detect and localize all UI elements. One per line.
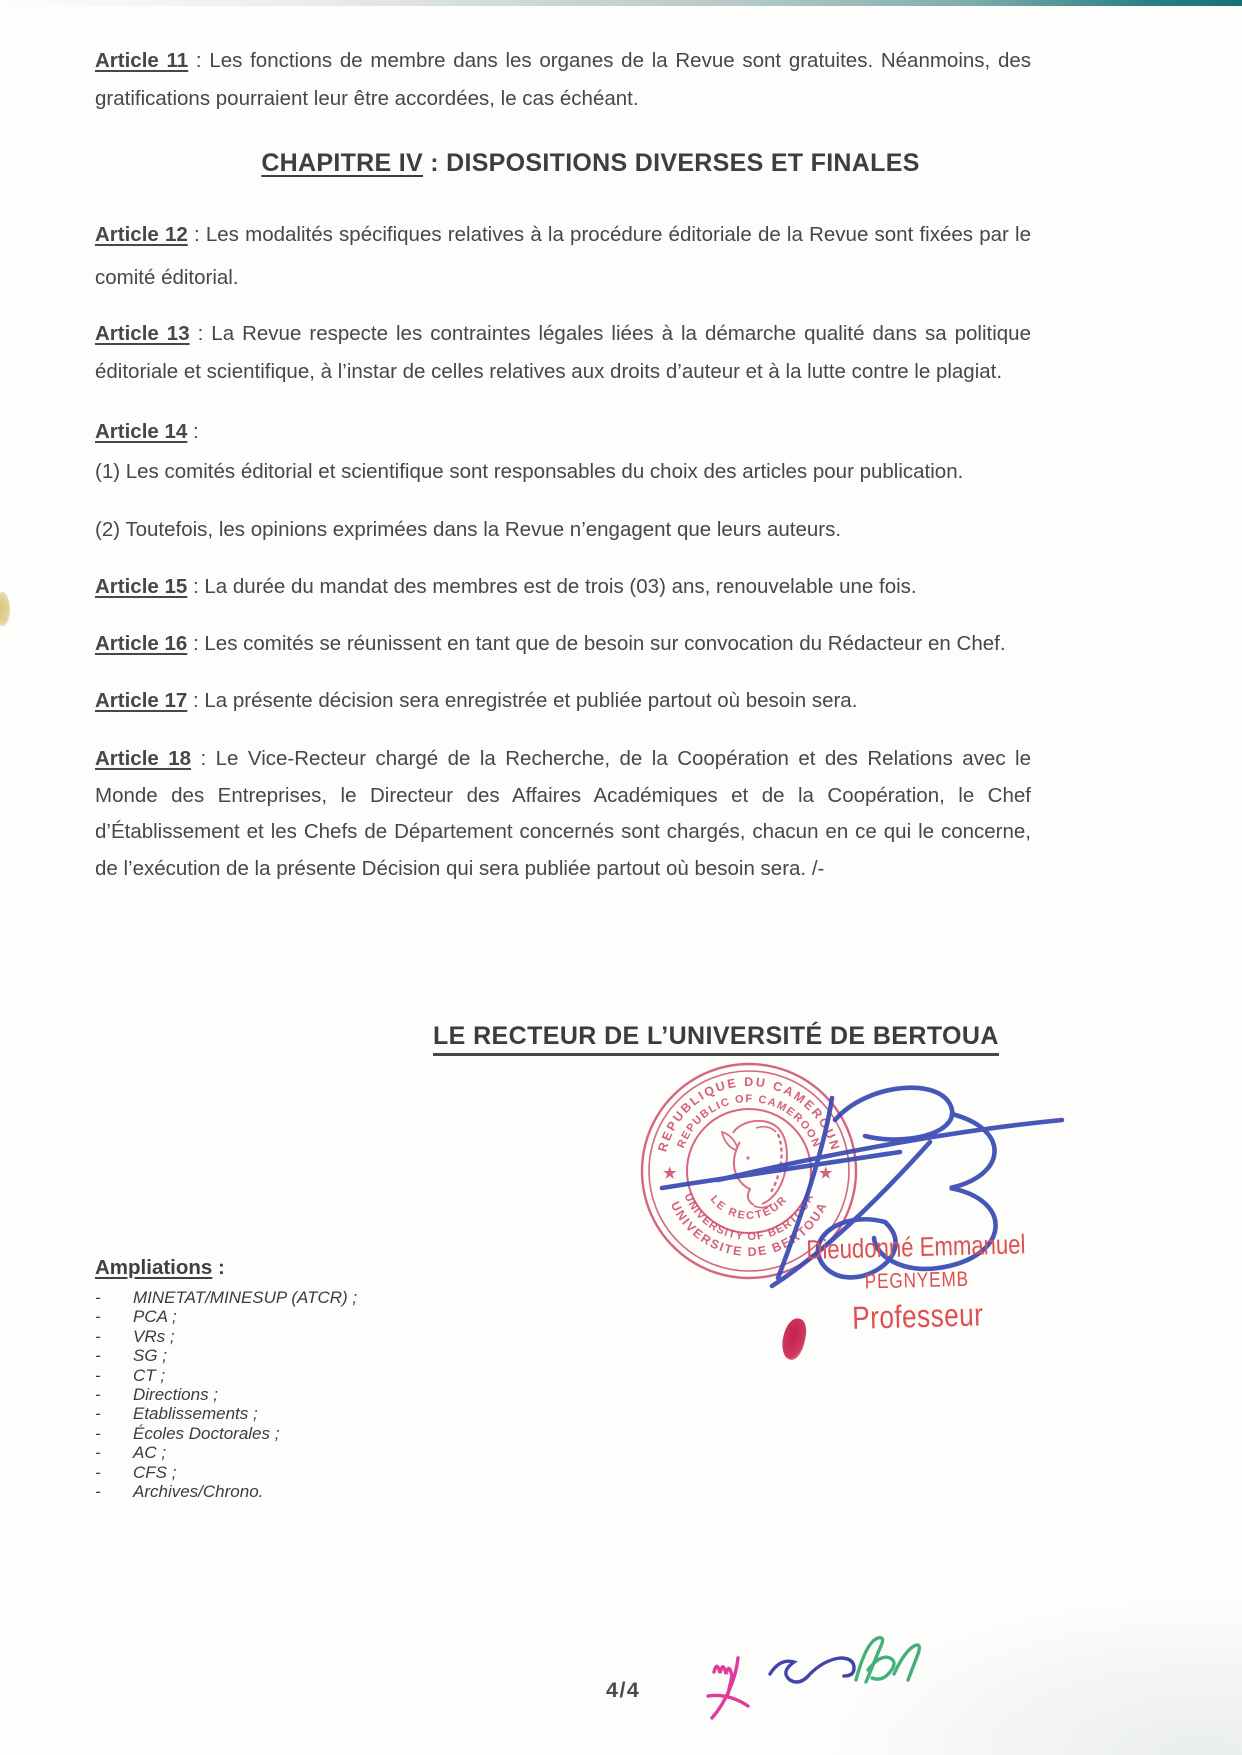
ampliation-item-cfs: CFS ; <box>133 1462 177 1482</box>
seal-text-university: UNIVERSITY OF BERTOUA <box>681 1191 817 1244</box>
dash-marker: - <box>95 1385 101 1405</box>
signer-title: Professeur <box>851 1296 984 1336</box>
article-14-paragraph-1: (1) Les comités éditorial et scientifique sont responsables du choix des articles pour publication. <box>95 460 964 483</box>
dash-marker: - <box>95 1365 101 1385</box>
list-item <box>95 1366 357 1385</box>
ampliation-item-etablissements: Etablissements ; <box>133 1404 258 1424</box>
article-17-text: : La présente décision sera enregistrée et publiée partout où besoin sera. <box>187 689 858 712</box>
ampliations-section <box>95 1256 357 1501</box>
ampliation-item-vrs: VRs ; <box>133 1326 175 1346</box>
article-14-label: Article 14 <box>95 420 188 443</box>
list-item <box>95 1404 357 1423</box>
signer-name-line1: Dieudonné Emmanuel <box>806 1229 1026 1265</box>
handwritten-initial-pink <box>698 1646 760 1726</box>
ampliation-item-archives: Archives/Chrono. <box>133 1482 264 1502</box>
list-item <box>95 1327 357 1346</box>
signer-name-line2: PEGNYEMB <box>864 1267 970 1294</box>
article-16 <box>95 625 1031 663</box>
chapter-heading-underlined: CHAPITRE IV <box>261 149 423 177</box>
chapter-heading <box>95 148 1031 179</box>
ampliations-heading <box>95 1256 357 1280</box>
article-11-label: Article 11 <box>95 49 189 72</box>
ampliation-item-directions: Directions ; <box>133 1385 219 1405</box>
dash-marker: - <box>95 1346 101 1366</box>
list-item <box>95 1288 357 1307</box>
article-18-text: : Le Vice-Recteur chargé de la Recherche, de la Coopération et des Relations avec le Monde des Entreprises, le Directeur des Affaires Académiques et de la Coopération, le Chef d’Établissement et les Chefs de Département concernés sont chargés, chacun en ce qui le concerne, de l’exécution de la présente Décision qui sera publiée partout où besoin sera. /- <box>95 747 1031 880</box>
article-17-label: Article 17 <box>95 689 188 712</box>
list-item <box>95 1463 357 1482</box>
document-body <box>95 42 1031 887</box>
list-item <box>95 1346 357 1365</box>
article-13-label: Article 13 <box>95 322 190 345</box>
article-16-label: Article 16 <box>95 632 188 655</box>
ampliations-list <box>95 1288 357 1501</box>
seal-text-republic: REPUBLIC OF CAMEROON <box>675 1092 823 1150</box>
article-11 <box>95 42 1031 118</box>
dash-marker: - <box>95 1482 101 1502</box>
seal-text-universite: UNIVERSITE DE BERTOUA <box>667 1199 831 1260</box>
seal-text-republique: REPUBLIQUE DU CAMEROUN <box>655 1074 843 1154</box>
article-18 <box>95 741 1031 887</box>
article-15-text: : La durée du mandat des membres est de trois (03) ans, renouvelable une fois. <box>187 575 917 598</box>
article-12-text: : Les modalités spécifiques relatives à la procédure éditoriale de la Revue sont fixées par le comité éditorial. <box>95 223 1031 289</box>
article-14 <box>95 413 1031 451</box>
list-item <box>95 1443 357 1462</box>
red-ink-blot <box>779 1316 809 1362</box>
ampliation-item-pca: PCA ; <box>133 1307 177 1327</box>
article-16-text: : Les comités se réunissent en tant que de besoin sur convocation du Rédacteur en Chef. <box>187 632 1006 655</box>
list-item <box>95 1424 357 1443</box>
scan-edge-artifact-top <box>0 0 1242 6</box>
chapter-heading-rest: : DISPOSITIONS DIVERSES ET FINALES <box>422 149 920 177</box>
seal-text-recteur: LE RECTEUR <box>707 1193 791 1223</box>
dash-marker: - <box>95 1443 101 1463</box>
article-13-text: : La Revue respecte les contraintes légales liées à la démarche qualité dans sa politique éditoriale et scientifique, à l’instar de celles relatives aux droits d’auteur et à la lutte contre le plagiat. <box>95 322 1031 383</box>
article-14-paragraph-2: (2) Toutefois, les opinions exprimées dans la Revue n’engagent que leurs auteurs. <box>95 518 842 541</box>
signer-name-stamp <box>806 1228 1028 1338</box>
list-item <box>95 1307 357 1326</box>
scan-stain-left <box>0 592 10 626</box>
dash-marker: - <box>95 1404 101 1424</box>
dash-marker: - <box>95 1462 101 1482</box>
ampliations-heading-colon: : <box>212 1256 225 1279</box>
seal-star-left: ★ <box>663 1165 677 1182</box>
ampliation-item-minetat: MINETAT/MINESUP (ATCR) ; <box>133 1288 358 1307</box>
ampliation-item-ecoles: Écoles Doctorales ; <box>133 1423 280 1443</box>
ampliations-heading-text: Ampliations <box>95 1256 213 1279</box>
article-13 <box>95 315 1031 391</box>
dash-marker: - <box>95 1326 101 1346</box>
dash-marker: - <box>95 1307 101 1327</box>
article-18-label: Article 18 <box>95 747 192 770</box>
list-item <box>95 1385 357 1404</box>
handwritten-initial-green <box>842 1630 946 1692</box>
ampliation-item-sg: SG ; <box>133 1346 168 1366</box>
article-15-label: Article 15 <box>95 575 188 598</box>
article-12 <box>95 213 1031 299</box>
article-14-text: : <box>187 420 199 443</box>
ampliation-item-ct: CT ; <box>133 1365 166 1385</box>
dash-marker: - <box>95 1423 101 1443</box>
list-item <box>95 1482 357 1501</box>
seal-star-right: ★ <box>819 1165 833 1182</box>
recteur-signature-heading: LE RECTEUR DE L’UNIVERSITÉ DE BERTOUA <box>433 1022 999 1056</box>
dash-marker: - <box>95 1288 101 1307</box>
article-15 <box>95 568 1031 606</box>
article-12-label: Article 12 <box>95 223 188 246</box>
article-11-text: : Les fonctions de membre dans les organes de la Revue sont gratuites. Néanmoins, des gratifications pourraient leur être accordées, le cas échéant. <box>95 49 1032 110</box>
page-number: 4/4 <box>606 1678 641 1702</box>
ampliation-item-ac: AC ; <box>133 1443 167 1463</box>
article-17 <box>95 682 1031 720</box>
